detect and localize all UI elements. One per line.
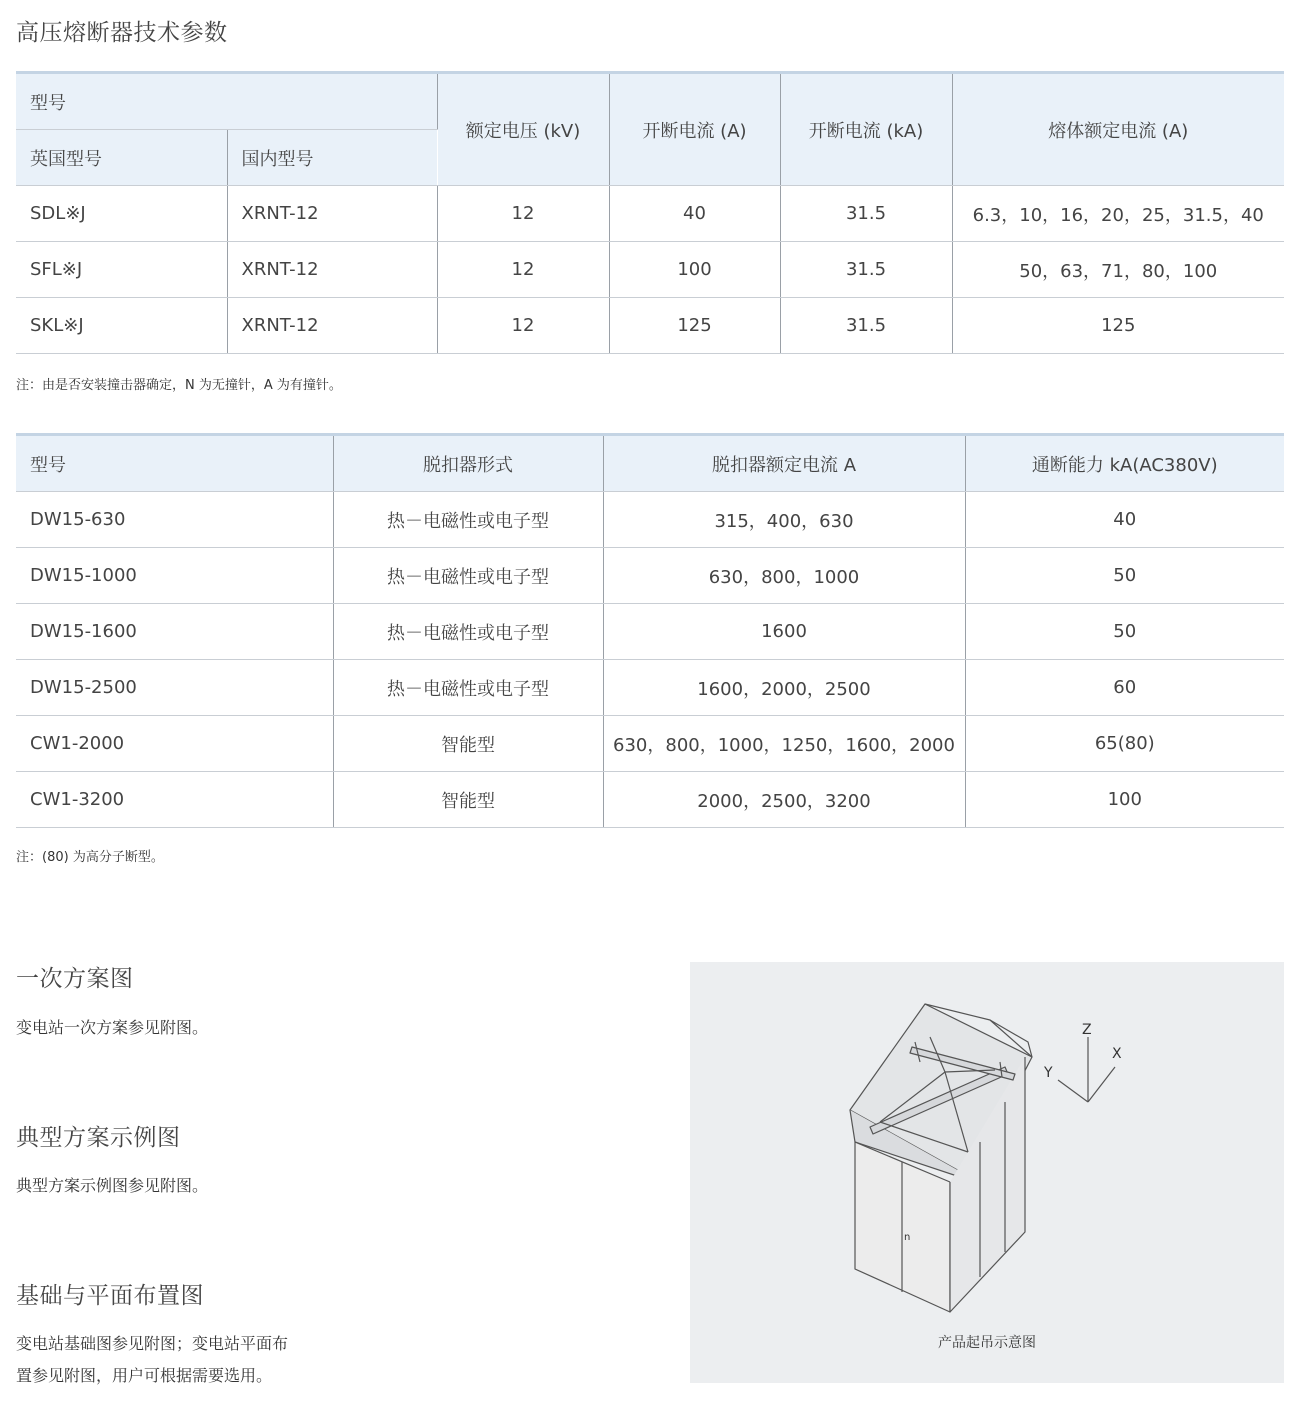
header-model: 型号: [16, 435, 333, 492]
substation-lifting-illustration: [690, 962, 1284, 1383]
cell-voltage: 12: [437, 242, 609, 298]
header-fuse-rated-current: 熔体额定电流 (A): [952, 73, 1284, 186]
cell-voltage: 12: [437, 186, 609, 242]
cell-model: DW15-2500: [16, 660, 333, 716]
foundation-text-line1: 变电站基础图参见附图；变电站平面布: [16, 1334, 289, 1353]
cell-uk-model: SDL※J: [16, 186, 227, 242]
axis-z-label: Z: [1082, 1022, 1092, 1038]
cell-fuse-current: 50，63，71，80，100: [952, 242, 1284, 298]
cell-domestic-model: XRNT-12: [227, 242, 437, 298]
cell-break-ka: 31.5: [780, 186, 952, 242]
primary-scheme-title: 一次方案图: [16, 966, 134, 992]
header-domestic-model: 国内型号: [227, 130, 437, 186]
table-row: [16, 660, 1284, 716]
header-release-rated-current: 脱扣器额定电流 A: [603, 435, 965, 492]
typical-scheme-text: 典型方案示例图参见附图。: [16, 1176, 209, 1195]
table-row: [16, 492, 1284, 548]
foundation-text-line2: 置参见附图，用户可根据需要选用。: [16, 1366, 273, 1385]
cell-release-current: 630，800，1000: [603, 548, 965, 604]
header-rated-voltage: 额定电压 (kV): [437, 73, 609, 186]
cell-model: DW15-630: [16, 492, 333, 548]
axis-y-label: Y: [1044, 1065, 1053, 1081]
cell-release-current: 630，800，1000，1250，1600，2000: [603, 716, 965, 772]
cell-fuse-current: 6.3，10，16，20，25，31.5，40: [952, 186, 1284, 242]
table-row: [16, 298, 1284, 354]
cell-release-current: 1600，2000，2500: [603, 660, 965, 716]
fuse-table-note: 注：由是否安装撞击器确定，N 为无撞针，A 为有撞针。: [16, 378, 342, 393]
figure-caption: 产品起吊示意图: [938, 1335, 1036, 1351]
cell-release-current: 315，400，630: [603, 492, 965, 548]
cell-release-current: 2000，2500，3200: [603, 772, 965, 828]
cell-release-type: 智能型: [333, 772, 603, 828]
fuse-spec-table: [16, 71, 1284, 354]
cell-fuse-current: 125: [952, 298, 1284, 354]
door-handle-mark: n: [904, 1232, 911, 1243]
cell-break-ka: 31.5: [780, 242, 952, 298]
cell-release-type: 热－电磁性或电子型: [333, 548, 603, 604]
header-breaking-current-ka: 开断电流 (kA): [780, 73, 952, 186]
cell-break-ka: 31.5: [780, 298, 952, 354]
cell-release-type: 热－电磁性或电子型: [333, 492, 603, 548]
cell-break-a: 40: [609, 186, 780, 242]
table-row: [16, 716, 1284, 772]
cell-release-type: 热－电磁性或电子型: [333, 604, 603, 660]
typical-scheme-title: 典型方案示例图: [16, 1125, 181, 1151]
cell-release-type: 热－电磁性或电子型: [333, 660, 603, 716]
primary-scheme-text: 变电站一次方案参见附图。: [16, 1018, 209, 1037]
header-model: 型号: [16, 73, 437, 130]
cell-capacity: 50: [965, 548, 1284, 604]
cell-capacity: 50: [965, 604, 1284, 660]
table-row: [16, 772, 1284, 828]
breaker-spec-table: [16, 433, 1284, 828]
header-breaking-current-a: 开断电流 (A): [609, 73, 780, 186]
cell-domestic-model: XRNT-12: [227, 298, 437, 354]
foundation-title: 基础与平面布置图: [16, 1283, 204, 1309]
cell-domestic-model: XRNT-12: [227, 186, 437, 242]
cell-model: CW1-3200: [16, 772, 333, 828]
lifting-diagram-figure: [690, 962, 1284, 1383]
cell-release-type: 智能型: [333, 716, 603, 772]
cell-model: DW15-1000: [16, 548, 333, 604]
header-breaking-capacity: 通断能力 kA(AC380V): [965, 435, 1284, 492]
table-row: [16, 242, 1284, 298]
cell-capacity: 40: [965, 492, 1284, 548]
header-release-type: 脱扣器形式: [333, 435, 603, 492]
axis-x-label: X: [1112, 1046, 1122, 1062]
cell-break-a: 125: [609, 298, 780, 354]
header-uk-model: 英国型号: [16, 130, 227, 186]
fuse-section-title: 高压熔断器技术参数: [16, 20, 228, 46]
table-row: [16, 548, 1284, 604]
table-row: [16, 604, 1284, 660]
table-row: [16, 186, 1284, 242]
cell-capacity: 65(80): [965, 716, 1284, 772]
cell-uk-model: SKL※J: [16, 298, 227, 354]
cell-uk-model: SFL※J: [16, 242, 227, 298]
cell-model: CW1-2000: [16, 716, 333, 772]
cell-break-a: 100: [609, 242, 780, 298]
cell-model: DW15-1600: [16, 604, 333, 660]
cell-release-current: 1600: [603, 604, 965, 660]
cell-capacity: 60: [965, 660, 1284, 716]
cell-capacity: 100: [965, 772, 1284, 828]
breaker-table-note: 注：(80) 为高分子断型。: [16, 850, 164, 865]
cell-voltage: 12: [437, 298, 609, 354]
